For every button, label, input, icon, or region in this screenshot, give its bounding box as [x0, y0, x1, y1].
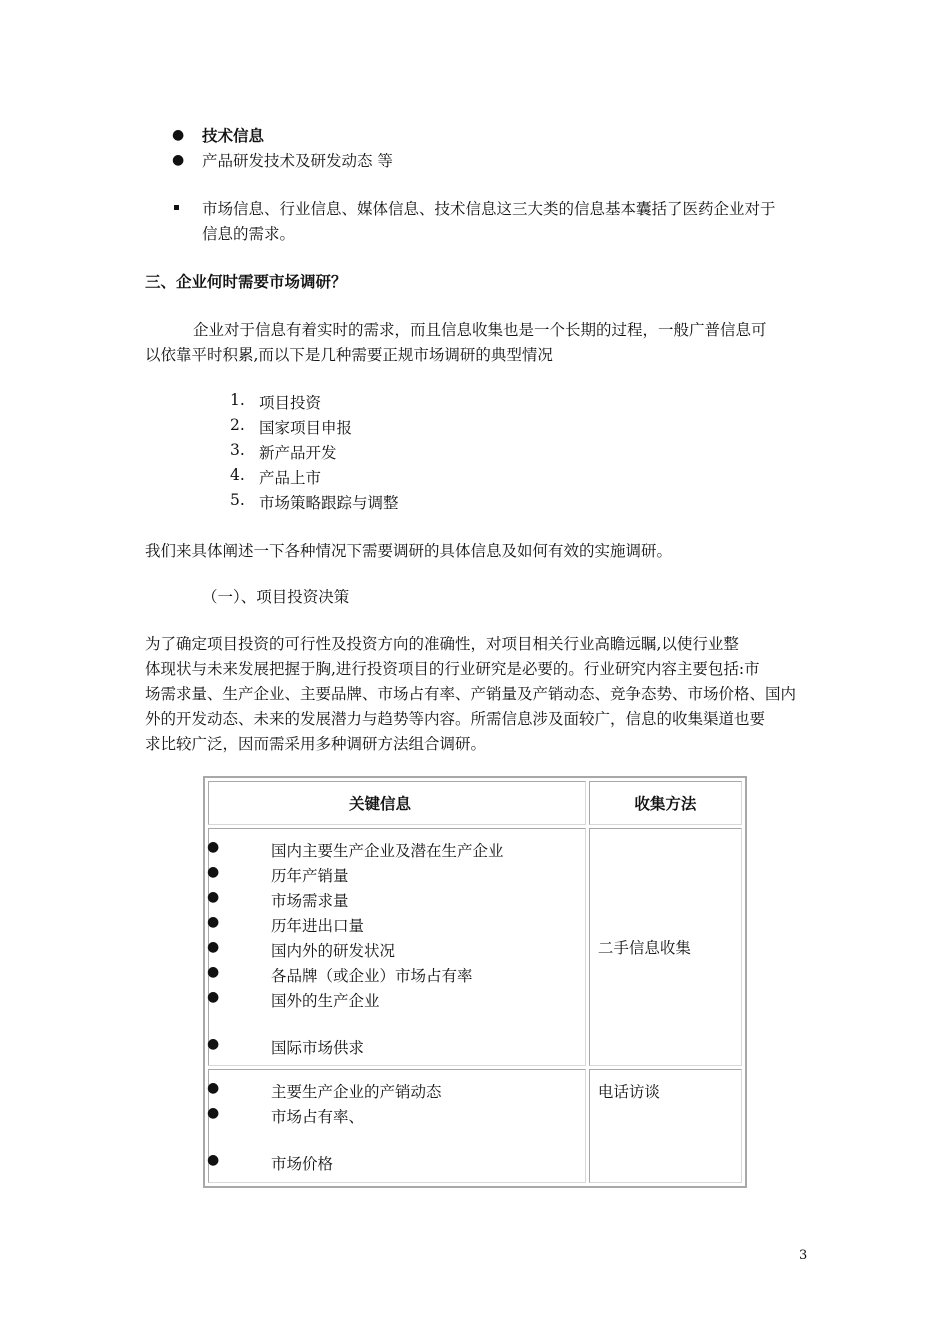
bullet-dot-icon: ● — [207, 964, 220, 980]
table-row — [208, 1069, 742, 1183]
bullet-dot-icon: ● — [207, 989, 220, 1005]
section-3-para-line-1: 企业对于信息有着实时的需求，而且信息收集也是一个长期的过程，一般广普信息可 — [193, 321, 767, 339]
method-secondary-collection: 二手信息收集 — [597, 939, 691, 957]
section-3-intro: 我们来具体阐述一下各种情况下需要调研的具体信息及如何有效的实施调研。 — [145, 542, 673, 560]
bullet-dot-icon: ● — [207, 839, 220, 855]
list-item-text: 国家项目申报 — [259, 419, 353, 437]
bullet-dot-icon: ● — [207, 1105, 220, 1121]
bullet-dot-icon: ● — [207, 1036, 220, 1052]
table-cell-method — [589, 1069, 742, 1183]
list-item-number: 4. — [230, 466, 245, 484]
table-header-key-info: 关键信息 — [208, 781, 586, 825]
page-number: 3 — [799, 1248, 808, 1263]
section-3-heading: 三、企业何时需要市场调研？ — [145, 273, 347, 291]
bullet-dot-icon: ● — [207, 914, 220, 930]
subsection-1-para-line-2: 体现状与未来发展把握于胸,进行投资项目的行业研究是必要的。行业研究内容主要包括:市 — [145, 660, 760, 678]
bullet-dot-icon: ● — [207, 864, 220, 880]
table-cell-method — [589, 828, 742, 1066]
bullet-tech-info: 技术信息 — [202, 127, 265, 145]
bullet-dot-icon: ● — [207, 939, 220, 955]
subsection-1-heading: （一）、项目投资决策 — [202, 588, 350, 606]
method-phone-interview: 电话访谈 — [597, 1083, 660, 1101]
list-item-number: 3. — [230, 441, 245, 459]
list-item-text: 项目投资 — [259, 394, 322, 412]
square-bullet-icon — [174, 205, 179, 210]
list-item-text: 产品上市 — [259, 469, 322, 487]
subsection-1-para-line-1: 为了确定项目投资的可行性及投资方向的准确性，对项目相关行业高瞻远瞩,以使行业整 — [145, 635, 739, 653]
bullet-dot-icon: ● — [172, 152, 185, 168]
bullet-dot-icon: ● — [207, 1080, 220, 1096]
summary-line-1: 市场信息、行业信息、媒体信息、技术信息这三大类的信息基本囊括了医药企业对于 — [202, 200, 776, 218]
list-item-text: 新产品开发 — [259, 444, 337, 462]
table-cell-key-info: ● 主要生产企业的产销动态 ● 市场占有率、 ● 市场价格 — [208, 1069, 586, 1183]
bullet-dot-icon: ● — [207, 1152, 220, 1168]
subsection-1-para-line-3: 场需求量、生产企业、主要品牌、市场占有率、产销量及产销动态、竞争态势、市场价格、国内 — [145, 685, 797, 703]
key-info-table — [203, 776, 747, 1188]
bullet-dot-icon: ● — [207, 889, 220, 905]
list-item-number: 5. — [230, 491, 245, 509]
table-header-method: 收集方法 — [589, 781, 742, 825]
subsection-1-para-line-4: 外的开发动态、未来的发展潜力与趋势等内容。所需信息涉及面较广，信息的收集渠道也要 — [145, 710, 766, 728]
table-row — [208, 828, 742, 1066]
section-3-para-line-2: 以依靠平时积累,而以下是几种需要正规市场调研的典型情况 — [145, 346, 553, 364]
summary-line-2: 信息的需求。 — [202, 225, 296, 243]
list-item-number: 2. — [230, 416, 245, 434]
subsection-1-para-line-5: 求比较广泛，因而需采用多种调研方法组合调研。 — [145, 735, 487, 753]
list-item-number: 1. — [230, 391, 245, 409]
bullet-dot-icon: ● — [172, 127, 185, 143]
list-item-text: 市场策略跟踪与调整 — [259, 494, 399, 512]
table-cell-key-info: ● 国内主要生产企业及潜在生产企业 ● 历年产销量 ● 市场需求量 ● 历年进出口量 ● 国内外的研发状况 ● 各品牌（或企业）市场占有率 ● 国外的生产企业 ● 国际市场供求 — [208, 828, 586, 1066]
bullet-rd-dynamics: 产品研发技术及研发动态 等 — [202, 152, 393, 170]
